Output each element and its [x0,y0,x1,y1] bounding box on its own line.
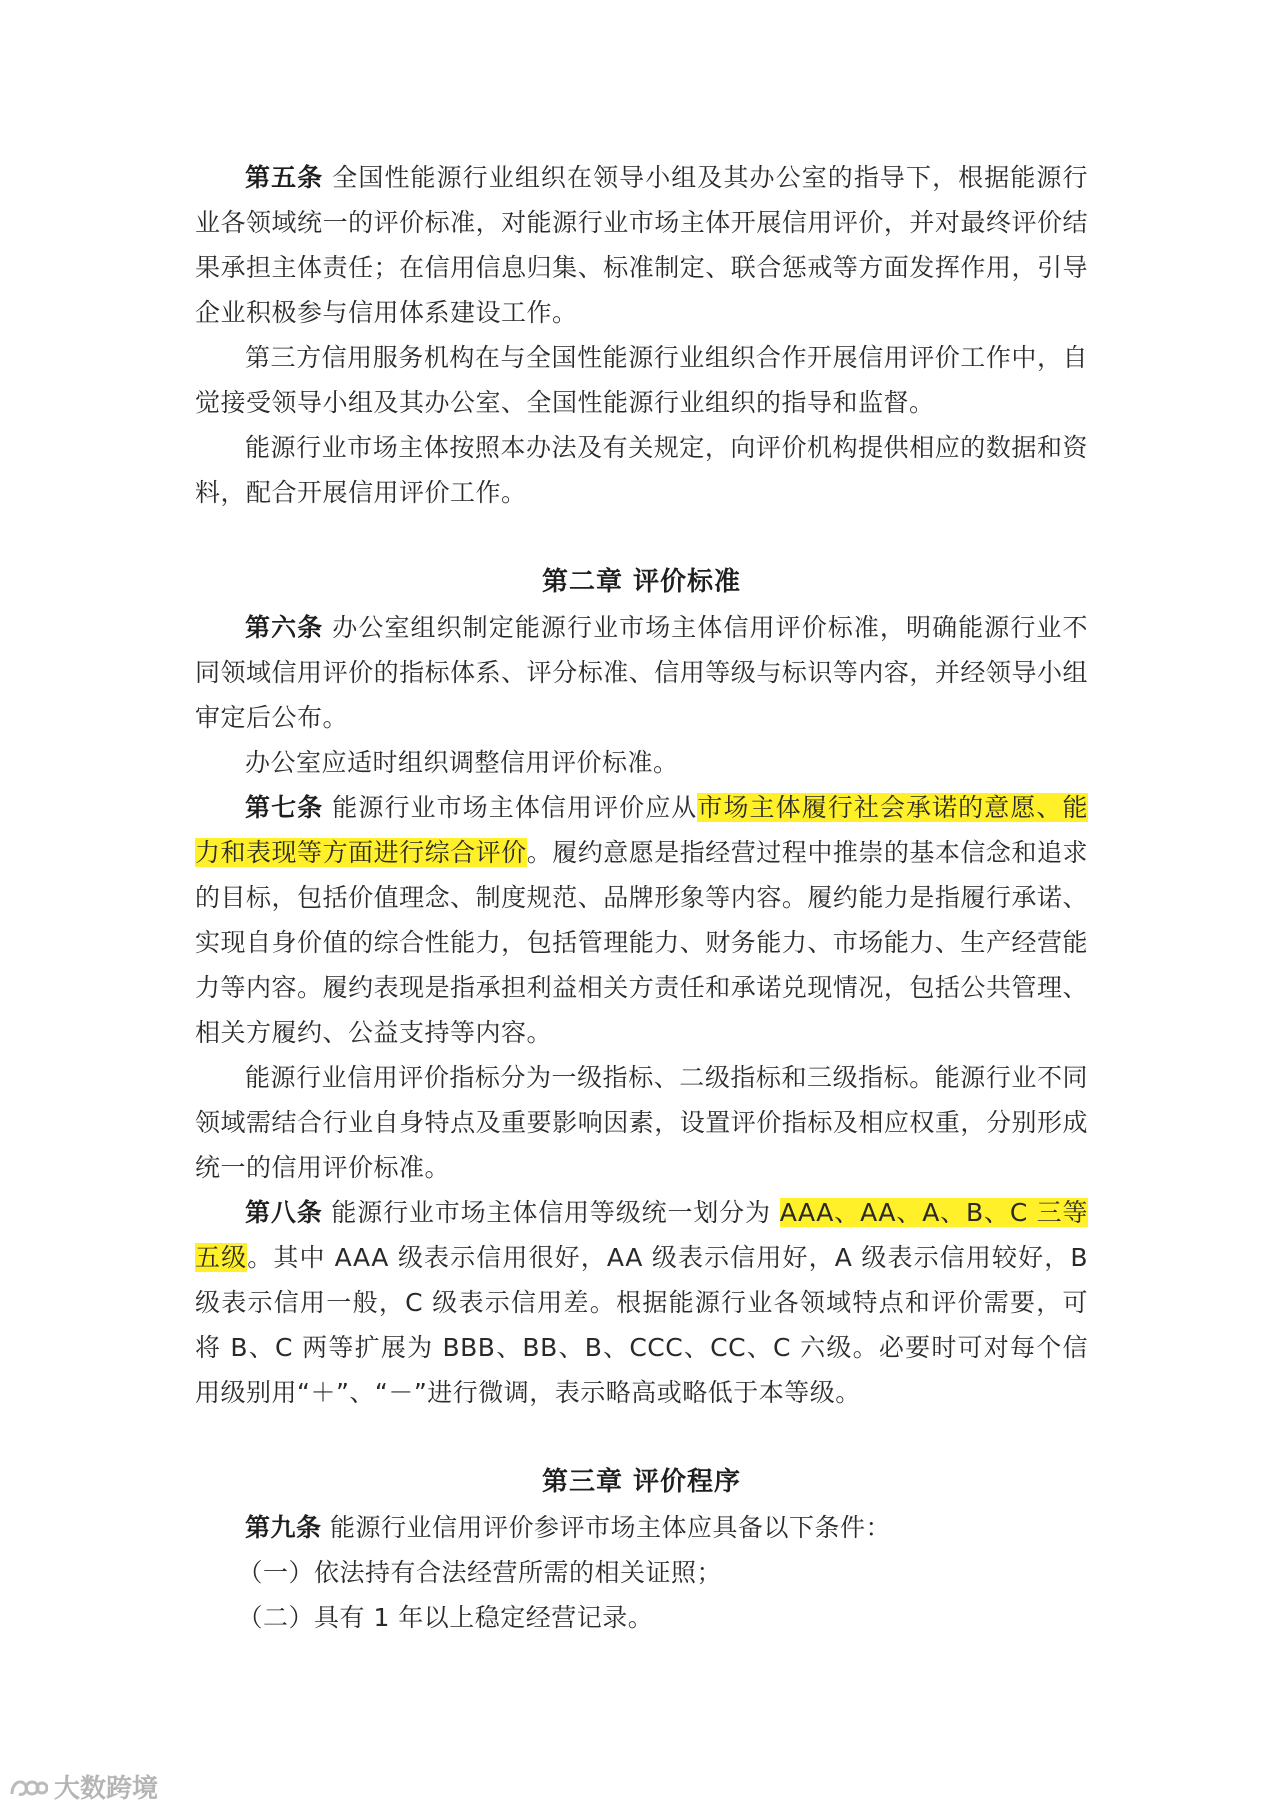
chapter-2-heading: 第二章 评价标准 [541,567,742,597]
chapter-3-heading: 第三章 评价程序 [541,1467,742,1497]
article-9-label: 第九条 [245,1513,322,1542]
article-8-highlight: AAA、AA、A、B、C 三等五级 [195,1198,1088,1272]
article-7-paragraph-1 [195,785,1088,1055]
article-8-label: 第八条 [245,1198,323,1227]
article-8-paragraph [195,1190,1088,1415]
article-7-label: 第七条 [245,793,324,822]
article-5-text: 全国性能源行业组织在领导小组及其办公室的指导下，根据能源行业各领域统一的评价标准，对能源行业市场主体开展信用评价，并对最终评价结果承担主体责任；在信用信息归集、标准制定、联合惩戒等方面发挥作用，引导企业积极参与信用体系建设工作。 [195,163,1088,327]
watermark-text: 大数跨境 [54,1774,159,1804]
article-7-paragraph-2: 能源行业信用评价指标分为一级指标、二级指标和三级指标。能源行业不同领域需结合行业自身特点及重要影响因素，设置评价指标及相应权重，分别形成统一的信用评价标准。 [195,1063,1088,1182]
article-9-item-2: （二）具有 1 年以上稳定经营记录。 [237,1603,654,1632]
article-9-paragraph [195,1505,1088,1550]
document-body [195,155,1088,1640]
article-5-paragraph-2: 第三方信用服务机构在与全国性能源行业组织合作开展信用评价工作中，自觉接受领导小组及其办公室、全国性能源行业组织的指导和监督。 [195,343,1088,417]
article-6-paragraph-1 [195,605,1088,740]
article-7-highlight: 市场主体履行社会承诺的意愿、能力和表现等方面进行综合评价 [195,793,1088,867]
article-5-paragraph-1 [195,155,1088,335]
article-5-paragraph-3: 能源行业市场主体按照本办法及有关规定，向评价机构提供相应的数据和资料，配合开展信用评价工作。 [195,433,1088,507]
article-6-text: 办公室组织制定能源行业市场主体信用评价标准，明确能源行业不同领域信用评价的指标体系、评分标准、信用等级与标识等内容，并经领导小组审定后公布。 [195,613,1088,732]
article-7-text-post: 。履约意愿是指经营过程中推崇的基本信念和追求的目标，包括价值理念、制度规范、品牌形象等内容。履约能力是指履行承诺、实现自身价值的综合性能力，包括管理能力、财务能力、市场能力、生产经营能力等内容。履约表现是指承担利益相关方责任和承诺兑现情况，包括公共管理、相关方履约、公益支持等内容。 [195,838,1088,1047]
article-8-text-post: 。其中 AAA 级表示信用很好，AA 级表示信用好，A 级表示信用较好，B 级表示信用一般，C 级表示信用差。根据能源行业各领域特点和评价需要，可将 B、C 两等扩展为 BBB、BB、B、CCC、CC、C 六级。必要时可对每个信用级别用“＋”、“－”进行微调，表示略高或略低于本等级。 [195,1243,1088,1407]
article-9-item-1: （一）依法持有合法经营所需的相关证照； [237,1558,723,1587]
watermark [8,1768,158,1805]
article-7-text-pre: 能源行业市场主体信用评价应从 [332,793,698,822]
article-9-text: 能源行业信用评价参评市场主体应具备以下条件： [329,1513,891,1542]
article-5-label: 第五条 [245,163,324,192]
article-6-label: 第六条 [245,613,324,642]
article-6-paragraph-2: 办公室应适时组织调整信用评价标准。 [245,748,679,777]
brand-logo-icon [8,1772,48,1802]
article-8-text-pre: 能源行业市场主体信用等级统一划分为 [331,1198,771,1227]
